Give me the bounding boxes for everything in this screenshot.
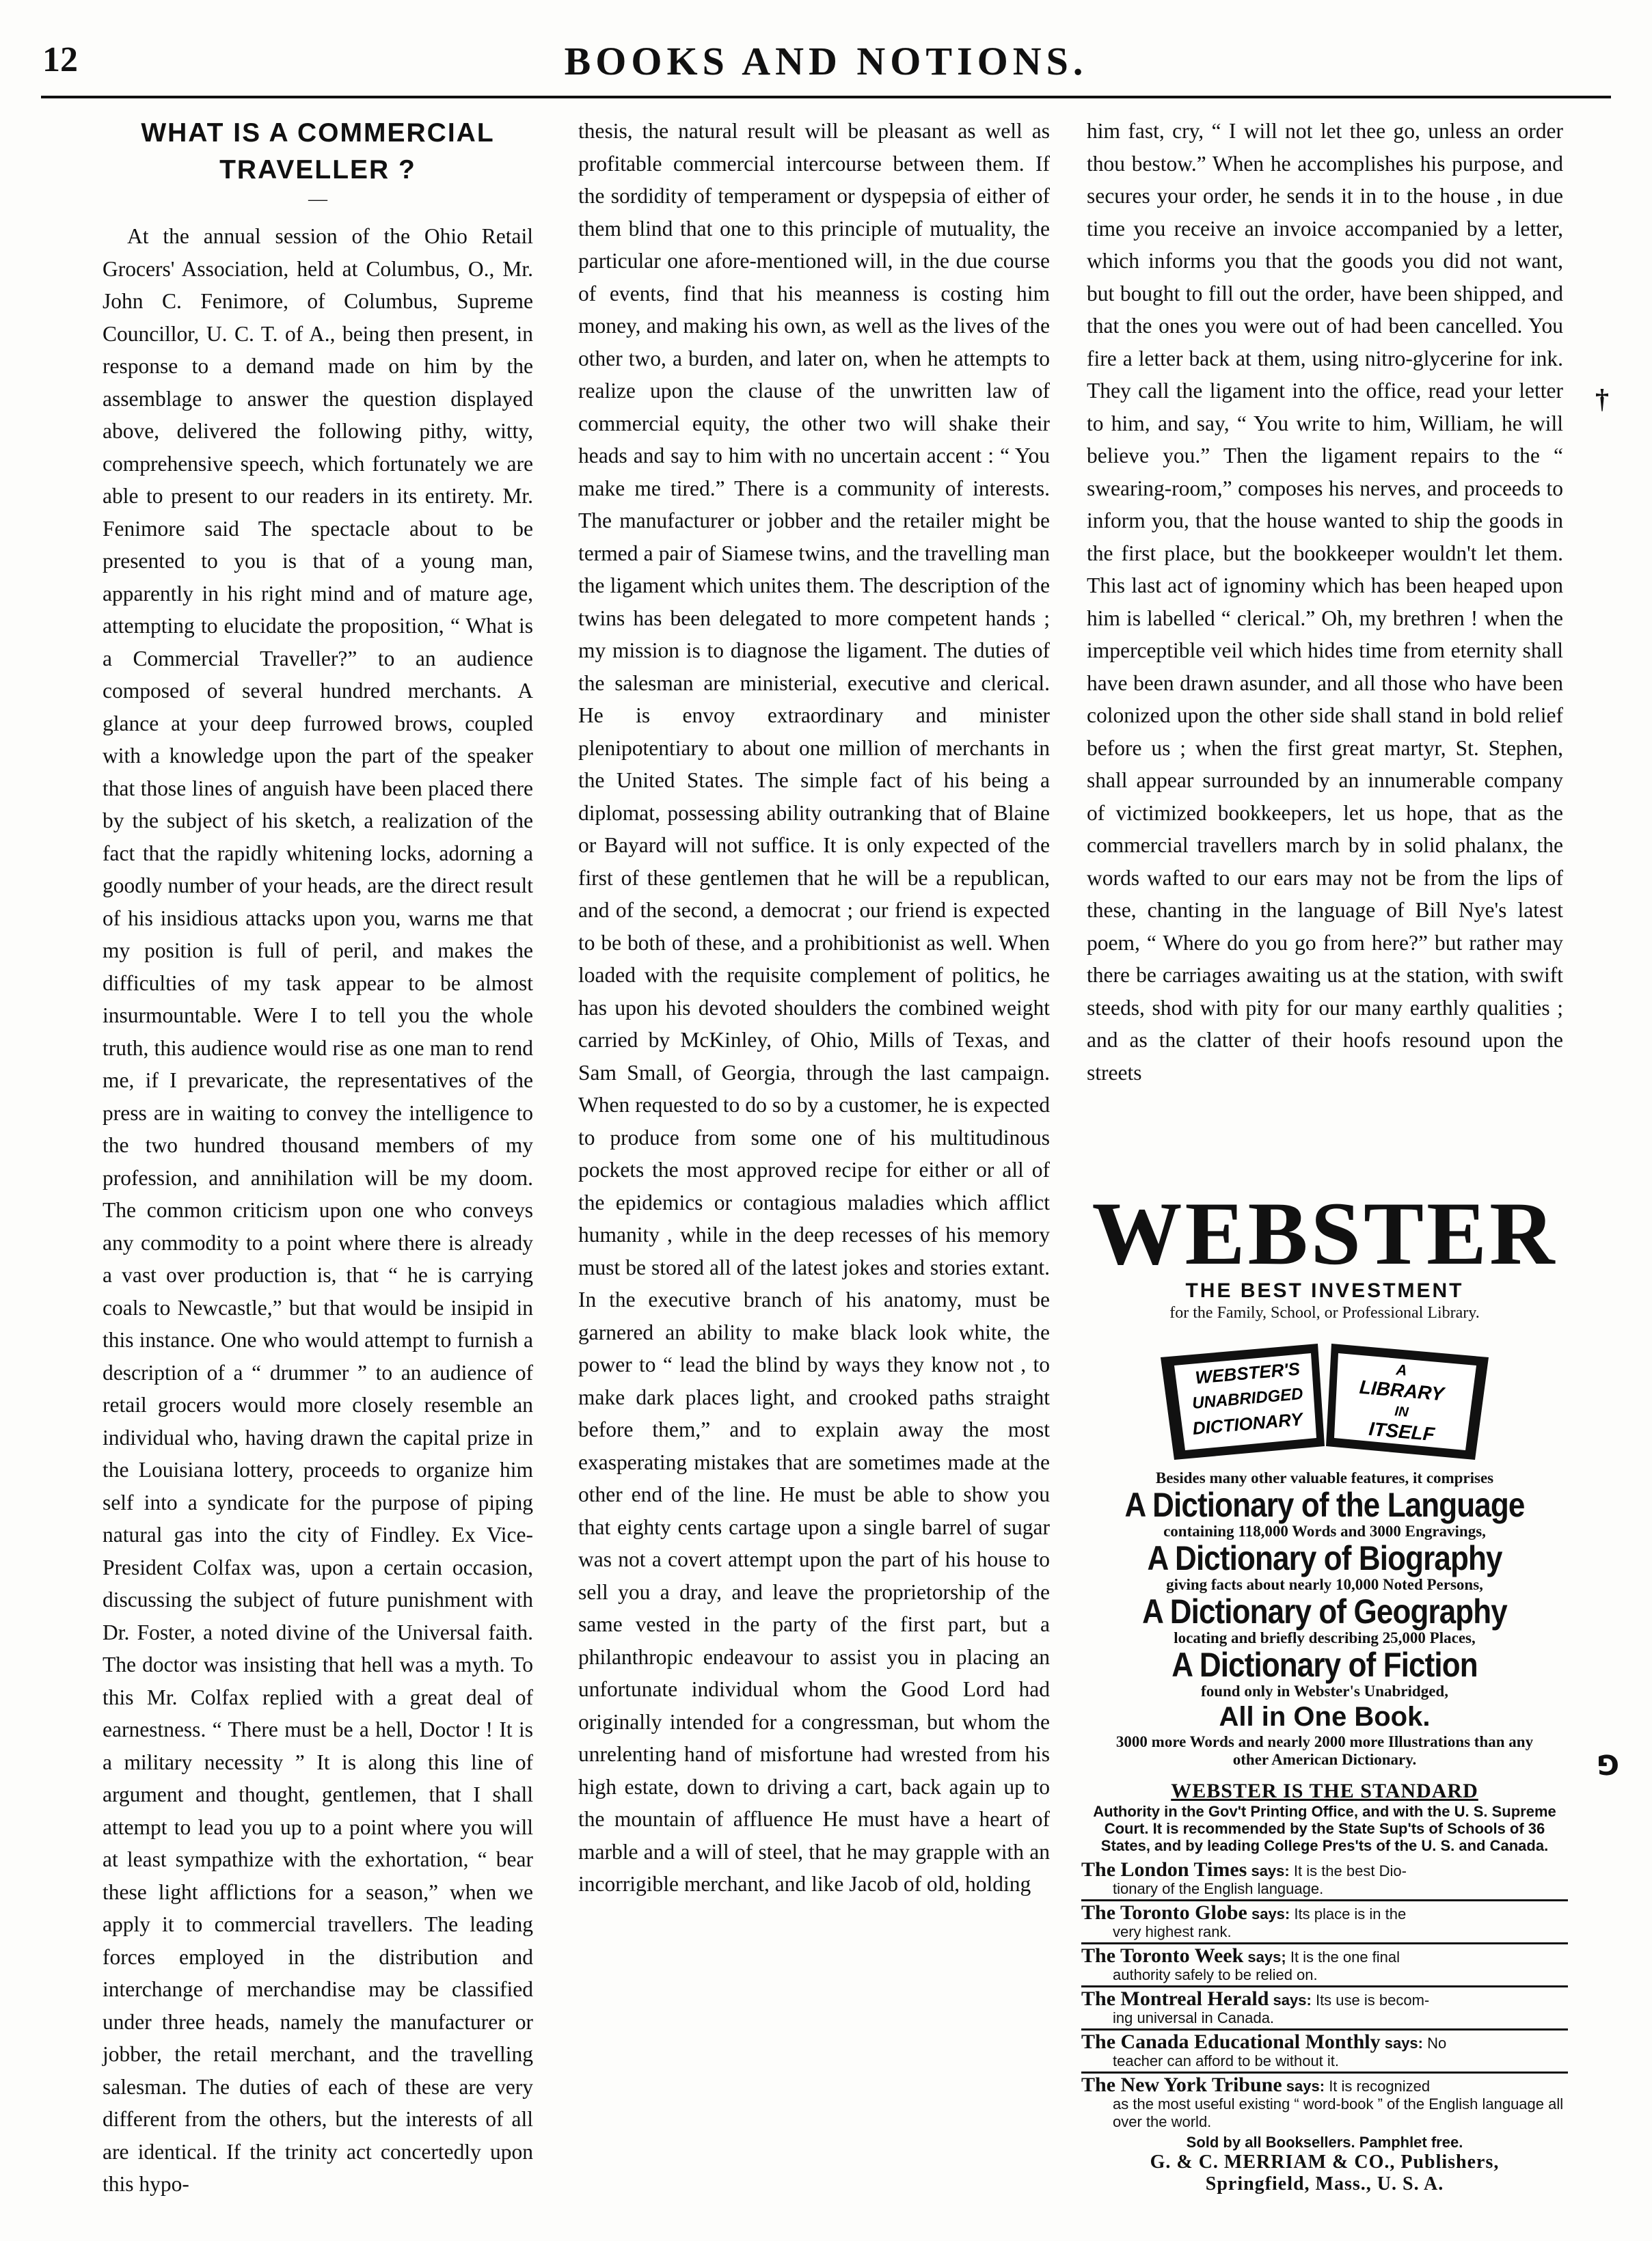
ad-publisher: G. & C. MERRIAM & CO., Publishers, — [1150, 2151, 1500, 2173]
says-label: says: — [1384, 2035, 1423, 2052]
margin-mark: ⅁ — [1598, 1750, 1619, 1781]
says-label: says: — [1273, 1992, 1312, 2009]
quote-text-continued: as the most useful existing “ word-book ” of the English language all over the world. — [1113, 2095, 1564, 2130]
article-column-1 — [103, 115, 533, 2201]
webster-advertisement — [1081, 1183, 1568, 2195]
newspaper-name: The Toronto Week — [1081, 1944, 1244, 1967]
ad-more-words: 3000 more Words and nearly 2000 more Illustrations than any other American Dictionary. — [1115, 1733, 1534, 1768]
ad-standard-heading: WEBSTER IS THE STANDARD — [1171, 1780, 1478, 1802]
says-label: says: — [1251, 1905, 1290, 1923]
press-quote — [1081, 1944, 1568, 1987]
book-right-line: IN — [1394, 1404, 1409, 1420]
ad-location: Springfield, Mass., U. S. A. — [1205, 2173, 1444, 2195]
article-column-3 — [1087, 115, 1563, 1089]
ad-item-title: A Dictionary of Biography — [1147, 1539, 1502, 1577]
newspaper-name: The Montreal Herald — [1081, 1987, 1269, 2010]
book-right-line: LIBRARY — [1358, 1376, 1445, 1405]
margin-mark: † — [1595, 383, 1609, 414]
press-quote — [1081, 1987, 1568, 2031]
press-quotes — [1081, 1858, 1568, 2131]
open-book-illustration — [1147, 1330, 1502, 1467]
book-right-line: A — [1395, 1361, 1408, 1379]
title-dash: — — [308, 189, 327, 210]
ad-brand: WEBSTER — [1092, 1183, 1558, 1284]
quote-text-continued: teacher can afford to be without it. — [1113, 2052, 1340, 2069]
book-left-line: WEBSTER'S — [1194, 1358, 1301, 1388]
press-quote — [1081, 2033, 1568, 2074]
quote-text: It is the one final — [1290, 1948, 1400, 1966]
newspaper-name: The New York Tribune — [1081, 2074, 1282, 2096]
ad-item-title: A Dictionary of Fiction — [1172, 1646, 1478, 1684]
press-quote — [1081, 2076, 1568, 2131]
page-number: 12 — [42, 40, 78, 79]
book-left-line: UNABRIDGED — [1191, 1384, 1304, 1413]
ad-for-line: for the Family, School, or Professional Library. — [1169, 1304, 1480, 1322]
article-paragraph: At the annual session of the Ohio Retail Grocers' Association, held at Columbus, O., Mr. John C. Fenimore, of Columbus, Supreme Councillor, U. C. T. of A., being then present, in response to a demand made on him by the assemblage to answer the question displayed above, delivered the following pithy, witty, comprehensive speech, which fortunately we are able to present to our readers in its entirety. Mr. Fenimore said The spectacle about to be presented to you is that of a young man, apparently in his right mind and of mature age, attempting to elucidate the proposition, “ What is a Commercial Traveller?” to an audience composed of several hundred merchants. A glance at your deep furrowed brows, coupled with a knowledge upon the part of the speaker that those lines of anguish have been placed there by the subject of his sketch, a realization of the fact that the rapidly whitening locks, adorning a goodly number of your heads, are the direct result of his insidious attacks upon you, warns me that my position is full of peril, and makes the difficulties of my task appear to be almost insurmountable. Were I to tell you the whole truth, this audience would rise as one man to rend me, if I prevaricate, the representatives of the press are in waiting to convey the intelligence to the two hundred thousand members of my profession, and annihilation will be my doom. The common criticism upon one who conveys any commodity to a point where there is already a vast over production is, that “ he is carrying coals to Newcastle,” but that would be insipid in this instance. One who would attempt to furnish a description of a “ drummer ” to an audience of retail grocers would more closely resemble an individual who, having drawn the capital prize in the Louisiana lottery, proceeds to organize him self into a syndicate for the purpose of piping natural gas into the city of Findley. Ex Vice-President Colfax was, upon a certain occasion, discussing the subject of future punishment with Dr. Foster, a noted divine of the Universal faith. The doctor was insisting that hell was a myth. To this Mr. Colfax replied with a great deal of earnestness. “ There must be a hell, Doctor ! It is a military necessity ” It is along this line of argument and thought, gentlemen, that I shall attempt to lead you up to a point where you will at least sympathize with the exhortation, “ bear these light afflictions for a season,” when we apply it to commercial travellers. The leading forces employed in the distribution and interchange of merchandise may be classified under three heads, namely the manufacturer or jobber, the retail merchant, and the travelling salesman. The duties of each of these are very different from the others, but the interests of all are identical. If the trinity act concertedly upon this hypo- — [103, 224, 533, 2196]
ad-item-desc: giving facts about nearly 10,000 Noted Persons, — [1166, 1576, 1483, 1593]
header-rule — [41, 96, 1611, 98]
ad-item-desc: containing 118,000 Words and 3000 Engravings, — [1163, 1523, 1486, 1540]
ad-intro: Besides many other valuable features, it comprises — [1155, 1469, 1494, 1486]
ad-item-title: A Dictionary of the Language — [1124, 1486, 1525, 1524]
ad-item-desc: found only in Webster's Unabridged, — [1201, 1683, 1448, 1700]
ad-all-in-one: All in One Book. — [1219, 1702, 1431, 1732]
quote-text: It is the best Dio- — [1293, 1862, 1407, 1879]
book-right-line: ITSELF — [1368, 1417, 1436, 1445]
ad-item-title: A Dictionary of Geography — [1142, 1592, 1507, 1631]
quote-text: It is recognized — [1329, 2078, 1431, 2095]
press-quote — [1081, 1901, 1568, 1944]
quote-text: No — [1427, 2035, 1447, 2052]
says-label: says: — [1251, 1862, 1290, 1879]
article-column-2 — [578, 115, 1050, 1901]
quote-text: Its use is becom- — [1315, 1992, 1430, 2009]
ad-item-desc: locating and briefly describing 25,000 Places, — [1174, 1629, 1476, 1646]
says-label: says: — [1286, 2078, 1325, 2095]
quote-text-continued: authority safely to be relied on. — [1113, 1966, 1318, 1983]
ad-sold-by: Sold by all Booksellers. Pamphlet free. — [1186, 2134, 1463, 2151]
article-title: WHAT IS A COMMERCIAL TRAVELLER ? — [141, 118, 495, 185]
quote-text-continued: tionary of the English language. — [1113, 1880, 1324, 1897]
newspaper-name: The Toronto Globe — [1081, 1901, 1247, 1924]
newspaper-name: The Canada Educational Monthly — [1081, 2031, 1381, 2053]
running-head: BOOKS AND NOTIONS. — [564, 39, 1088, 83]
quote-text: Its place is in the — [1294, 1905, 1407, 1923]
article-paragraph: thesis, the natural result will be pleasant as well as profitable commercial intercourse between them. If the sordidity of temperament or dyspepsia of either of them blind that one to this principle of mutuality, the particular one afore-mentioned will, in the due course of events, find that his meanness is costing him money, and making his own, as well as the lives of the other two, a burden, and later on, when he attempts to realize upon the clause of the unwritten law of commercial equity, the other two will shake their heads and say to him with no uncertain accent : “ You make me tired.” There is a community of interests. The manufacturer or jobber and the retailer might be termed a pair of Siamese twins, and the travelling man the ligament which unites them. The description of the twins has been delegated to more competent hands ; my mission is to diagnose the ligament. The duties of the salesman are ministerial, executive and clerical. He is envoy extraordinary and minister plenipotentiary to about one million of merchants in the United States. The simple fact of his being a diplomat, possessing ability outranking that of Blaine or Bayard will not suffice. It is only expected of the first of these gentlemen that he will be a republican, and of the second, a democrat ; our friend is expected to be both of these, and a prohibitionist as well. When loaded with the requisite complement of politics, he has upon his devoted shoulders the combined weight carried by McKinley, of Ohio, Mills of Texas, and Sam Small, of Georgia, through the last campaign. When requested to do so by a customer, he is expected to produce from some one of his multitudinous pockets the most approved recipe for either or all of the epidemics or contagious maladies which afflict humanity , while in the deep recesses of his memory must be stored all of the latest jokes and stories extant. In the executive branch of his anatomy, must be garnered an ability to make black look white, the power to “ lead the blind by ways they know not , to make dark places light, and crooked paths straight before them,” and to explain away the most exasperating mistakes that are sometimes made at the other end of the line. He must be able to show you that eighty cents cartage upon a single barrel of sugar was not a covert attempt upon the part of his house to sell you a dray, and leave the proprietorship of the same vested in the party of the first part, but a philanthropic endeavour to assist you in placing an unfortunate individual whom the Good Lord had originally intended for a congressman, but whom the unrelenting hand of misfortune had wrested from his high estate, down to driving a cart, back again up to the mountain of affluence He must have a heart of marble and a will of steel, that he may grapple with an incorrigible merchant, and like Jacob of old, holding — [578, 119, 1050, 1896]
quote-text-continued: ing universal in Canada. — [1113, 2009, 1275, 2026]
says-label: says; — [1247, 1948, 1286, 1966]
ad-tagline: THE BEST INVESTMENT — [1185, 1279, 1464, 1302]
article-paragraph: him fast, cry, “ I will not let thee go, unless an order thou bestow.” When he accomplishes his purpose, and secures your order, he sends it in to the house , in due time you receive an invoice accompanied by a letter, which informs you that the goods you did not want, but bought to fill out the order, have been shipped, and that the ones you were out of had been cancelled. You fire a letter back at them, using nitro-glycerine for ink. They call the ligament into the office, read your letter to him, and say, “ You write to him, William, he will believe you.” Then the ligament repairs to the “ swearing-room,” composes his nerves, and proceeds to inform you, that the house wanted to ship the goods in the first place, but the bookkeeper wouldn't let them. This last act of ignominy which has been heaped upon him is labelled “ clerical.” Oh, my brethren ! when the imperceptible veil which hides time from eternity shall have been drawn asunder, and all those who have been colonized upon the other side shall stand in bold relief before us ; when the first great martyr, St. Stephen, shall appear surrounded by an innumerable company of victimized bookkeepers, let us hope, that as the commercial travellers march by in solid phalanx, the words wafted to our ears may not be from the lips of these, chanting in the language of Bill Nye's latest poem, “ Where do you go from here?” but rather may there be carriages awaiting us at the station, with swift steeds, shod with pity for our many earthly qualities ; and as the clatter of their hoofs resound upon the streets — [1087, 119, 1563, 1085]
newspaper-name: The London Times — [1081, 1858, 1247, 1881]
press-quote — [1081, 1858, 1568, 1901]
book-left-line: DICTIONARY — [1191, 1409, 1303, 1439]
ad-standard-body: Authority in the Gov't Printing Office, and with the U. S. Supreme Court. It is recommended by the State Sup'ts of Schools of 36 States, and by leading College Pres'ts of the U. S. and Canada. — [1093, 1803, 1556, 1854]
quote-text-continued: very highest rank. — [1113, 1923, 1232, 1940]
